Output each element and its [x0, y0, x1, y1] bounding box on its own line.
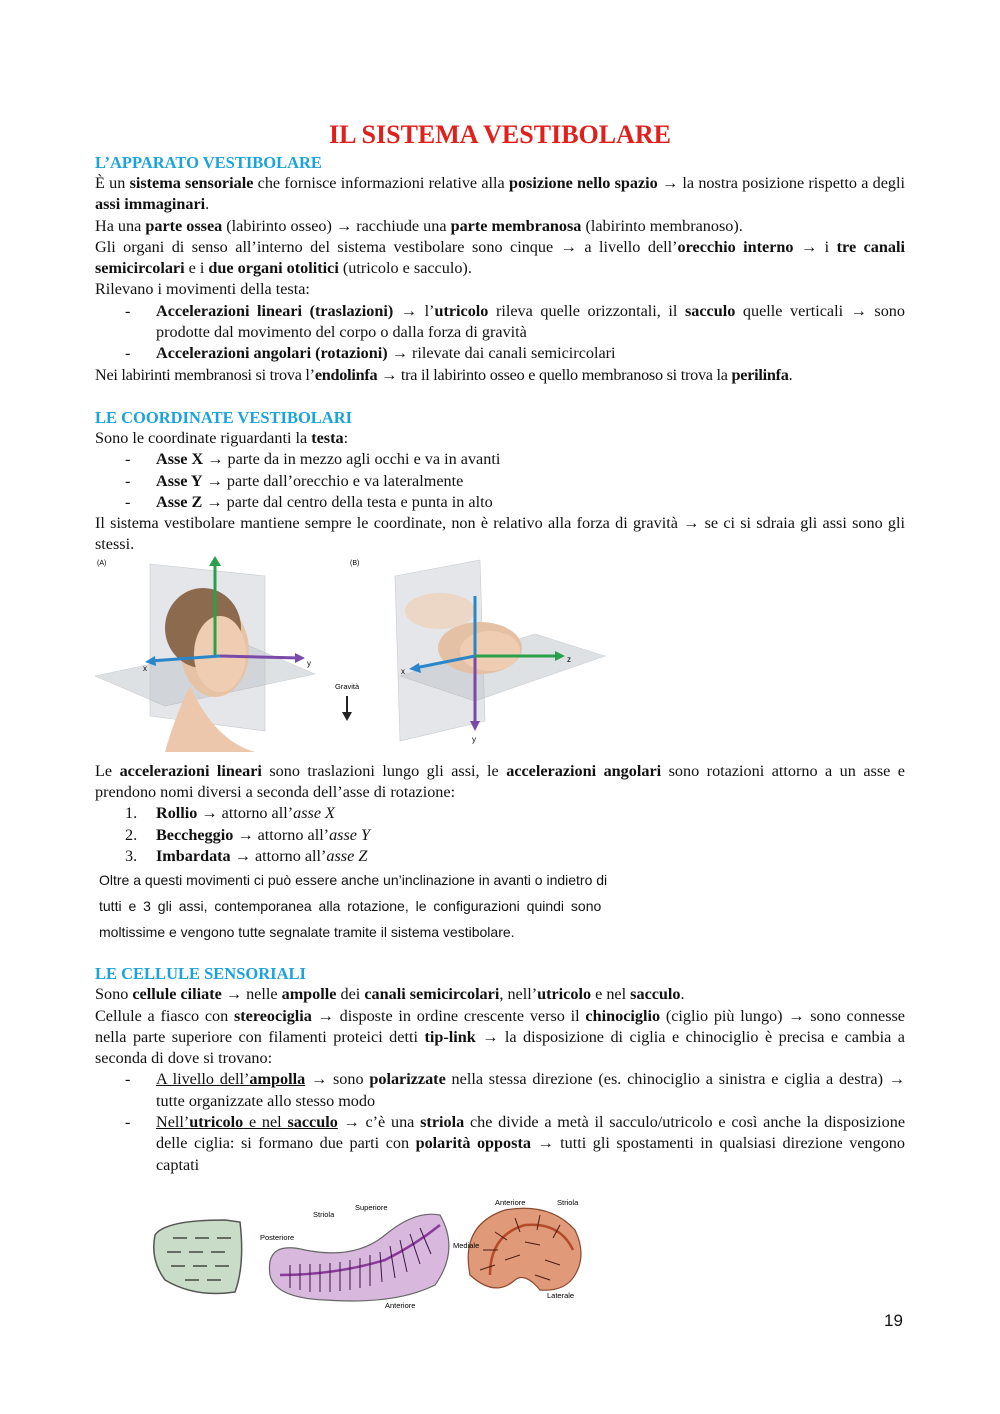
page-title: IL SISTEMA VESTIBOLARE [329, 120, 671, 149]
label-posteriore: Posteriore [260, 1232, 295, 1242]
note-line: tutti e 3 gli assi, contemporanea alla rotazione, le configurazioni quindi sono [99, 898, 602, 915]
x-axis-label-b: x [401, 666, 405, 676]
sans-note [95, 867, 699, 945]
figure-label-a: (A) [97, 559, 107, 567]
figure-label-b: (B) [350, 559, 360, 567]
section-heading-coordinate: LE COORDINATE VESTIBOLARI [95, 407, 353, 427]
sacculo-diagram [453, 1198, 581, 1300]
note-line: moltissime e vengono tutte segnalate tramite il sistema vestibolare. [99, 924, 515, 941]
paragraph: Il sistema vestibolare mantiene sempre le coordinate, non è relativo alla forza di gravità → se ci si sdraia gli assi sono gli stessi. [95, 514, 905, 554]
page-number: 19 [884, 1311, 903, 1330]
paragraph: Cellule a fiasco con stereociglia → disposte in ordine crescente verso il chinociglio (ciglio più lungo) → sono connesse nella parte superiore con filamenti proteici detti tip-link → la disposizione di ciglia e chinociglio è precisa e cambia a seconda di dove si trovano: [95, 1006, 905, 1068]
paragraph: Nei labirinti membranosi si trova l’endolinfa → tra il labirinto osseo e quello membranoso si trova la perilinfa. [95, 365, 793, 384]
paragraph: Gli organi di senso all’interno del sistema vestibolare sono cinque → a livello dell’orecchio interno → i tre canali semicircolari e i due organi otolitici (utricolo e sacculo). [95, 237, 905, 278]
y-axis-label: y [307, 658, 311, 668]
x-axis-label: x [143, 663, 147, 673]
list-item: - Nell’utricolo e nel sacculo → c’è una striola che divide a metà il sacculo/utricolo e così anche la disposizione delle ciglia: si formano due parti con polarità opposta → tutti gli spostamenti in qualsiasi direzione vengono captati [95, 1112, 905, 1176]
paragraph: Sono le coordinate riguardanti la testa: [95, 428, 349, 447]
list-item: - Asse Z → parte dal centro della testa e punta in alto [95, 492, 905, 513]
list-item: 3. Imbardata → attorno all’asse Z [125, 846, 368, 865]
paragraph: Le accelerazioni lineari sono traslazioni lungo gli assi, le accelerazioni angolari sono rotazioni attorno a un asse e prendono nomi diversi a seconda dell’asse di rotazione: [95, 761, 905, 802]
bullet-list [95, 1069, 905, 1175]
list-item: - Accelerazioni angolari (rotazioni) → rilevate dai canali semicircolari [95, 343, 905, 364]
section-heading-cellule: LE CELLULE SENSORIALI [95, 964, 306, 984]
list-item: 1. Rollio → attorno all’asse X [125, 804, 335, 823]
bullet-list [95, 301, 905, 365]
upright-head-panel [95, 556, 315, 752]
label-striola-2: Striola [557, 1197, 579, 1207]
list-item: - A livello dell’ampolla → sono polarizzate nella stessa direzione (es. chinociglio a sinistra e ciglia a destra) → tutte organizzate allo stesso modo [95, 1069, 905, 1112]
numbered-list [95, 803, 905, 867]
paragraph: È un sistema sensoriale che fornisce informazioni relative alla posizione nello spazio → la nostra posizione rispetto a degli assi immaginari. [95, 174, 906, 214]
paragraph: Rilevano i movimenti della testa: [95, 280, 310, 299]
lying-head-panel [395, 560, 605, 744]
bullet-list [95, 449, 905, 513]
label-anteriore-2: Anteriore [495, 1197, 526, 1207]
document-page [95, 118, 905, 1308]
label-laterale: Laterale [547, 1290, 575, 1300]
z-axis-label: z [567, 654, 571, 664]
head-axes-figure [95, 556, 905, 752]
label-superiore: Superiore [355, 1202, 388, 1212]
note-line: Oltre a questi movimenti ci può essere anche un’inclinazione in avanti o indietro di [99, 872, 608, 889]
list-item: 2. Beccheggio → attorno all’asse Y [125, 825, 371, 844]
list-item: - Accelerazioni lineari (traslazioni) → l’utricolo rileva quelle orizzontali, il sacculo quelle verticali → sono prodotte dal movimento del corpo o dalla forza di gravità [95, 301, 905, 344]
label-striola: Striola [313, 1209, 335, 1219]
polarity-figure [95, 1180, 905, 1308]
gravity-label: Gravità [335, 681, 360, 691]
label-mediale: Mediale [453, 1240, 480, 1250]
ampolla-diagram [154, 1220, 242, 1294]
paragraph: Ha una parte ossea (labirinto osseo) → racchiude una parte membranosa (labirinto membranoso). [95, 216, 743, 235]
paragraph: Sono cellule ciliate → nelle ampolle dei canali semicircolari, nell’utricolo e nel sacculo. [95, 985, 685, 1004]
list-item: - Asse X → parte da in mezzo agli occhi e va in avanti [95, 449, 905, 470]
list-item: - Asse Y → parte dall’orecchio e va lateralmente [95, 471, 905, 492]
y-axis-label-b: y [472, 734, 476, 744]
section-heading-apparato: L’APPARATO VESTIBOLARE [95, 153, 322, 172]
label-anteriore: Anteriore [385, 1300, 416, 1308]
utricolo-diagram [260, 1203, 449, 1308]
